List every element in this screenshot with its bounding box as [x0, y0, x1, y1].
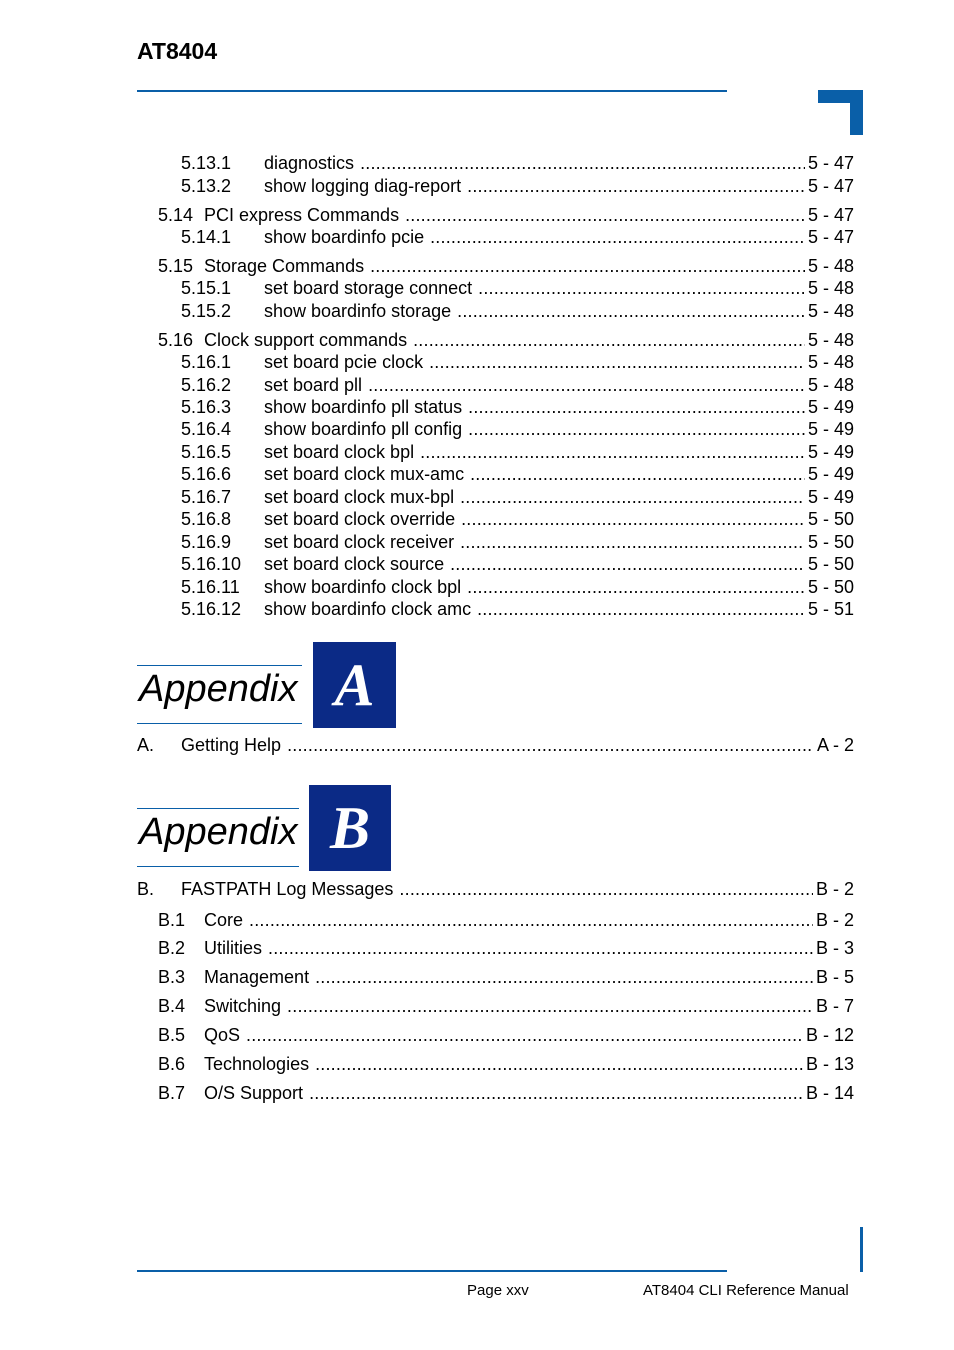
toc-entry-title: show boardinfo clock bpl [264, 577, 462, 597]
toc-entry-title: Clock support commands [204, 330, 408, 350]
header-rule [137, 90, 727, 92]
toc-entry-number: 5.14 [158, 205, 194, 225]
toc-entry-page: B - 13 [805, 1054, 854, 1074]
toc-entry-5-15-1[interactable] [181, 278, 854, 300]
toc-entry-b-6[interactable] [158, 1054, 854, 1076]
toc-entry-b-3[interactable] [158, 967, 854, 989]
toc-entry-number: B. [137, 879, 155, 899]
toc-entry-title: Technologies [204, 1054, 310, 1074]
footer-manual-title: AT8404 CLI Reference Manual [643, 1282, 849, 1299]
toc-entry-number: 5.16.11 [181, 577, 240, 597]
footer-corner-mark [860, 1227, 863, 1272]
toc-entry-page: 5 - 47 [807, 153, 854, 173]
toc-entry-page: B - 5 [815, 967, 854, 987]
toc-entry-title: set board clock source [264, 554, 445, 574]
toc-entry-page: 5 - 50 [807, 509, 854, 529]
toc-dot-leader [287, 996, 813, 1017]
toc-entry-b-5[interactable] [158, 1025, 854, 1047]
toc-dot-leader [287, 735, 814, 756]
toc-dot-leader [429, 352, 805, 373]
toc-entry-title: PCI express Commands [204, 205, 400, 225]
toc-entry-title: Getting Help [181, 735, 282, 755]
toc-entry-number: 5.16.2 [181, 375, 232, 395]
toc-dot-leader [315, 1054, 803, 1075]
appendix-a-letter-box: A [313, 642, 396, 728]
toc-entry-5-16-2[interactable] [181, 375, 854, 397]
toc-entry-page: B - 14 [805, 1083, 854, 1103]
header-corner-mark [818, 90, 863, 135]
toc-dot-leader [268, 938, 813, 959]
toc-entry-5-16-11[interactable] [181, 577, 854, 599]
toc-entry-title: set board clock bpl [264, 442, 415, 462]
toc-entry-5-16-12[interactable] [181, 599, 854, 621]
toc-entry-title: diagnostics [264, 153, 355, 173]
toc-entry-b-7[interactable] [158, 1083, 854, 1105]
toc-dot-leader [315, 967, 813, 988]
toc-entry-title: set board clock mux-bpl [264, 487, 455, 507]
toc-entry-page: 5 - 47 [807, 227, 854, 247]
toc-entry-title: set board pll [264, 375, 363, 395]
toc-entry-5-15-2[interactable] [181, 301, 854, 323]
toc-entry-5-16-6[interactable] [181, 464, 854, 486]
toc-entry-number: 5.16.1 [181, 352, 232, 372]
toc-entry-number: B.2 [158, 938, 186, 958]
toc-dot-leader [470, 464, 805, 485]
toc-dot-leader [399, 879, 813, 900]
document-header-title: AT8404 [137, 38, 218, 64]
toc-entry-number: B.6 [158, 1054, 186, 1074]
toc-entry-5-13-2[interactable] [181, 176, 854, 198]
toc-entry-b-2[interactable] [158, 938, 854, 960]
toc-dot-leader [249, 910, 813, 931]
appendix-a-rule-top [137, 665, 302, 666]
toc-dot-leader [478, 278, 805, 299]
appendix-b-letter-box: B [309, 785, 391, 871]
toc-entry-5-16-5[interactable] [181, 442, 854, 464]
toc-entry-title: set board clock receiver [264, 532, 455, 552]
toc-entry-page: 5 - 48 [807, 352, 854, 372]
appendix-b-heading [137, 785, 392, 871]
toc-dot-leader [460, 487, 805, 508]
toc-entry-title: show boardinfo clock amc [264, 599, 472, 619]
toc-entry-number: 5.13.1 [181, 153, 232, 173]
toc-entry-page: 5 - 48 [807, 301, 854, 321]
footer-page-number: Page xxv [467, 1282, 529, 1299]
footer-rule [137, 1270, 727, 1272]
appendix-b-rule-bottom [137, 866, 299, 867]
appendix-b-rule-top [137, 808, 299, 809]
toc-entry-5-16-8[interactable] [181, 509, 854, 531]
toc-entry-page: 5 - 50 [807, 532, 854, 552]
toc-entry-5-14-1[interactable] [181, 227, 854, 249]
toc-dot-leader [468, 419, 805, 440]
toc-dot-leader [461, 509, 805, 530]
toc-dot-leader [370, 256, 805, 277]
toc-entry-5-15[interactable] [158, 256, 854, 278]
toc-entry-title: show boardinfo pll status [264, 397, 463, 417]
toc-entry-number: 5.15.1 [181, 278, 232, 298]
toc-dot-leader [368, 375, 805, 396]
toc-entry-number: B.1 [158, 910, 186, 930]
toc-entry-number: 5.16.12 [181, 599, 242, 619]
toc-entry-number: 5.16.5 [181, 442, 232, 462]
toc-entry-number: 5.16 [158, 330, 194, 350]
toc-entry-page: 5 - 51 [807, 599, 854, 619]
toc-entry-5-16-3[interactable] [181, 397, 854, 419]
toc-entry-title: QoS [204, 1025, 241, 1045]
toc-entry-title: FASTPATH Log Messages [181, 879, 394, 899]
toc-entry-page: B - 2 [815, 910, 854, 930]
toc-entry-title: Switching [204, 996, 282, 1016]
toc-entry-title: show logging diag-report [264, 176, 462, 196]
toc-dot-leader [360, 153, 805, 174]
toc-entry-number: 5.15.2 [181, 301, 232, 321]
toc-dot-leader [468, 397, 805, 418]
toc-entry-page: B - 3 [815, 938, 854, 958]
toc-dot-leader [405, 205, 805, 226]
toc-entry-title: set board clock override [264, 509, 456, 529]
toc-entry-page: 5 - 48 [807, 278, 854, 298]
toc-entry-title: Management [204, 967, 310, 987]
toc-entry-page: B - 12 [805, 1025, 854, 1045]
toc-entry-page: 5 - 47 [807, 176, 854, 196]
toc-entry-5-16-10[interactable] [181, 554, 854, 576]
toc-dot-leader [457, 301, 805, 322]
toc-dot-leader [309, 1083, 803, 1104]
toc-entry-page: A - 2 [816, 735, 854, 755]
toc-entry-number: A. [137, 735, 155, 755]
toc-entry-title: set board storage connect [264, 278, 473, 298]
toc-entry-title: Storage Commands [204, 256, 365, 276]
toc-dot-leader [413, 330, 805, 351]
toc-entry-number: 5.15 [158, 256, 194, 276]
toc-dot-leader [477, 599, 805, 620]
toc-dot-leader [420, 442, 805, 463]
toc-entry-page: B - 7 [815, 996, 854, 1016]
toc-entry-page: 5 - 48 [807, 256, 854, 276]
toc-entry-5-16-1[interactable] [181, 352, 854, 374]
toc-entry-5-16-4[interactable] [181, 419, 854, 441]
toc-entry-number: 5.16.4 [181, 419, 232, 439]
toc-dot-leader [430, 227, 805, 248]
toc-entry-number: 5.16.9 [181, 532, 232, 552]
toc-entry-number: B.4 [158, 996, 186, 1016]
toc-dot-leader [450, 554, 805, 575]
toc-dot-leader [467, 577, 805, 598]
toc-entry-page: 5 - 50 [807, 554, 854, 574]
toc-entry-page: 5 - 48 [807, 375, 854, 395]
toc-entry-number: 5.13.2 [181, 176, 232, 196]
toc-entry-page: 5 - 49 [807, 487, 854, 507]
appendix-b-word: Appendix [139, 811, 298, 853]
toc-entry-page: B - 2 [815, 879, 854, 899]
toc-entry-page: 5 - 49 [807, 419, 854, 439]
toc-entry-number: 5.14.1 [181, 227, 232, 247]
toc-entry-5-14[interactable] [158, 205, 854, 227]
toc-entry-5-16[interactable] [158, 330, 854, 352]
toc-entry-number: 5.16.8 [181, 509, 232, 529]
toc-entry-page: 5 - 49 [807, 442, 854, 462]
toc-dot-leader [460, 532, 805, 553]
toc-entry-5-16-9[interactable] [181, 532, 854, 554]
toc-dot-leader [467, 176, 805, 197]
toc-entry-b-1[interactable] [158, 910, 854, 932]
toc-entry-title: Utilities [204, 938, 263, 958]
toc-entry-title: O/S Support [204, 1083, 304, 1103]
toc-entry-title: set board clock mux-amc [264, 464, 465, 484]
toc-entry-5-16-7[interactable] [181, 487, 854, 509]
appendix-a-word: Appendix [139, 668, 298, 710]
toc-entry-title: show boardinfo pcie [264, 227, 425, 247]
toc-entry-number: B.7 [158, 1083, 186, 1103]
appendix-a-rule-bottom [137, 723, 302, 724]
toc-entry-title: set board pcie clock [264, 352, 424, 372]
toc-entry-number: 5.16.7 [181, 487, 232, 507]
toc-entry-number: B.5 [158, 1025, 186, 1045]
toc-entry-page: 5 - 48 [807, 330, 854, 350]
toc-entry-page: 5 - 49 [807, 397, 854, 417]
toc-entry-page: 5 - 50 [807, 577, 854, 597]
toc-entry-title: show boardinfo storage [264, 301, 452, 321]
toc-entry-number: 5.16.3 [181, 397, 232, 417]
toc-entry-b-4[interactable] [158, 996, 854, 1018]
toc-entry-title: Core [204, 910, 244, 930]
toc-entry-a[interactable] [137, 735, 854, 757]
toc-entry-number: 5.16.6 [181, 464, 232, 484]
toc-entry-5-13-1[interactable] [181, 153, 854, 175]
toc-entry-page: 5 - 47 [807, 205, 854, 225]
toc-entry-number: 5.16.10 [181, 554, 242, 574]
appendix-a-heading [137, 642, 397, 728]
toc-entry-b[interactable] [137, 879, 854, 901]
toc-entry-number: B.3 [158, 967, 186, 987]
toc-dot-leader [246, 1025, 803, 1046]
toc-entry-title: show boardinfo pll config [264, 419, 463, 439]
toc-entry-page: 5 - 49 [807, 464, 854, 484]
